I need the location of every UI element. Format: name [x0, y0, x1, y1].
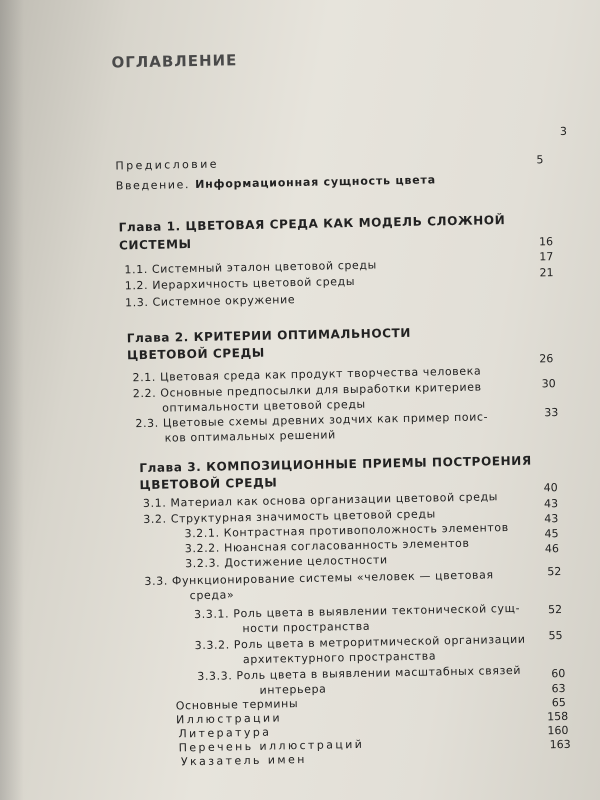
page-number: 160	[547, 723, 569, 738]
page-number: 43	[543, 497, 559, 511]
toc-illustrations: Иллюстрации	[175, 711, 283, 727]
page-number: 52	[547, 603, 563, 617]
toc-section-1-3: 1.3. Системное окружение	[124, 293, 296, 310]
chapter-3-heading: Глава 3. КОМПОЗИЦИОННЫЕ ПРИЕМЫ ПОСТРОЕНИЯ	[139, 453, 532, 476]
chapter-3-heading-cont: ЦВЕТОВОЙ СРЕДЫ	[139, 475, 278, 493]
toc-section-3-2-2: 3.2.2. Нюансная согласованность элементов	[184, 536, 470, 556]
page-number: 60	[551, 666, 566, 681]
toc-terms: Основные термины	[175, 697, 299, 713]
page-number: 65	[551, 695, 566, 710]
page-number: 17	[539, 250, 554, 264]
toc-section-1-2: 1.2. Иерархичность цветовой среды	[124, 274, 356, 293]
page-number: 55	[548, 629, 563, 643]
page-number: 52	[547, 565, 562, 579]
toc-intro-title: Информационная сущность цвета	[195, 173, 436, 191]
page-number: 45	[544, 527, 559, 541]
toc-section-3-3: 3.3. Функционирование системы «человек — цветовая	[144, 568, 494, 589]
toc-section-3-3-1: 3.3.1. Роль цвета в выявлении тектонической сущ-	[193, 601, 521, 622]
page-number: 63	[551, 681, 566, 696]
page-number: 30	[541, 377, 556, 391]
toc-literature: Литература	[178, 725, 272, 741]
toc-section-3-3-3-cont: интерьера	[259, 682, 327, 697]
page-number: 3	[559, 124, 568, 138]
toc-intro-label: Введение.	[115, 178, 191, 193]
toc-section-3-3-cont: среда»	[189, 588, 235, 603]
toc-illustrations-list: Перечень иллюстраций	[178, 737, 365, 755]
toc-intro	[116, 173, 436, 192]
toc-section-3-1: 3.1. Материал как основа организации цветовой среды	[142, 490, 499, 511]
page-number: 5	[536, 153, 544, 167]
page-number: 163	[549, 737, 571, 752]
toc-section-3-3-3: 3.3.3. Роль цвета в выявлении масштабных связей	[197, 663, 522, 684]
toc-section-1-1: 1.1. Системный эталон цветовой среды	[124, 258, 377, 277]
page-number: 40	[543, 481, 558, 495]
toc-section-3-2-1: 3.2.1. Контрастная противоположность элементов	[184, 521, 509, 541]
page-number: 16	[538, 235, 554, 249]
toc-section-3-2: 3.2. Структурная значимость цветовой среды	[143, 507, 436, 527]
toc-section-2-2-cont: оптимальности цветовой среды	[162, 397, 366, 415]
toc-section-3-2-3: 3.2.3. Достижение целостности	[184, 553, 388, 571]
chapter-1-heading: Глава 1. ЦВЕТОВАЯ СРЕДА КАК МОДЕЛЬ СЛОЖНОЙ	[118, 213, 506, 235]
toc-section-2-1: 2.1. Цветовая среда как продукт творчества человека	[132, 364, 482, 385]
toc-section-2-2: 2.2. Основные предпосылки для выработки критериев	[132, 380, 482, 401]
page-title: ОГЛАВЛЕНИЕ	[111, 51, 238, 72]
toc-section-3-3-2: 3.3.2. Роль цвета в метроритмической организации	[194, 632, 526, 653]
toc-section-2-3-cont: ков оптимальных решений	[164, 428, 336, 445]
page-number: 43	[544, 512, 559, 526]
chapter-2-heading: Глава 2. КРИТЕРИИ ОПТИМАЛЬНОСТИ	[126, 325, 412, 346]
chapter-2-heading-cont: ЦВЕТОВОЙ СРЕДЫ	[126, 345, 265, 363]
page-number: 26	[539, 352, 554, 366]
page-number: 21	[539, 266, 554, 280]
page-number: 46	[544, 542, 560, 556]
toc-section-3-3-1-cont: ности пространства	[242, 619, 371, 636]
page-number: 158	[547, 709, 569, 724]
toc-preface: Предисловие	[115, 157, 219, 173]
chapter-1-heading-cont: СИСТЕМЫ	[118, 237, 192, 253]
toc-section-3-3-2-cont: архитектурного пространства	[242, 649, 437, 667]
toc-section-2-3: 2.3. Цветовые схемы древних зодчих как пример поис-	[135, 410, 489, 431]
toc-name-index: Указатель имен	[180, 752, 307, 769]
page-number: 33	[544, 406, 559, 420]
